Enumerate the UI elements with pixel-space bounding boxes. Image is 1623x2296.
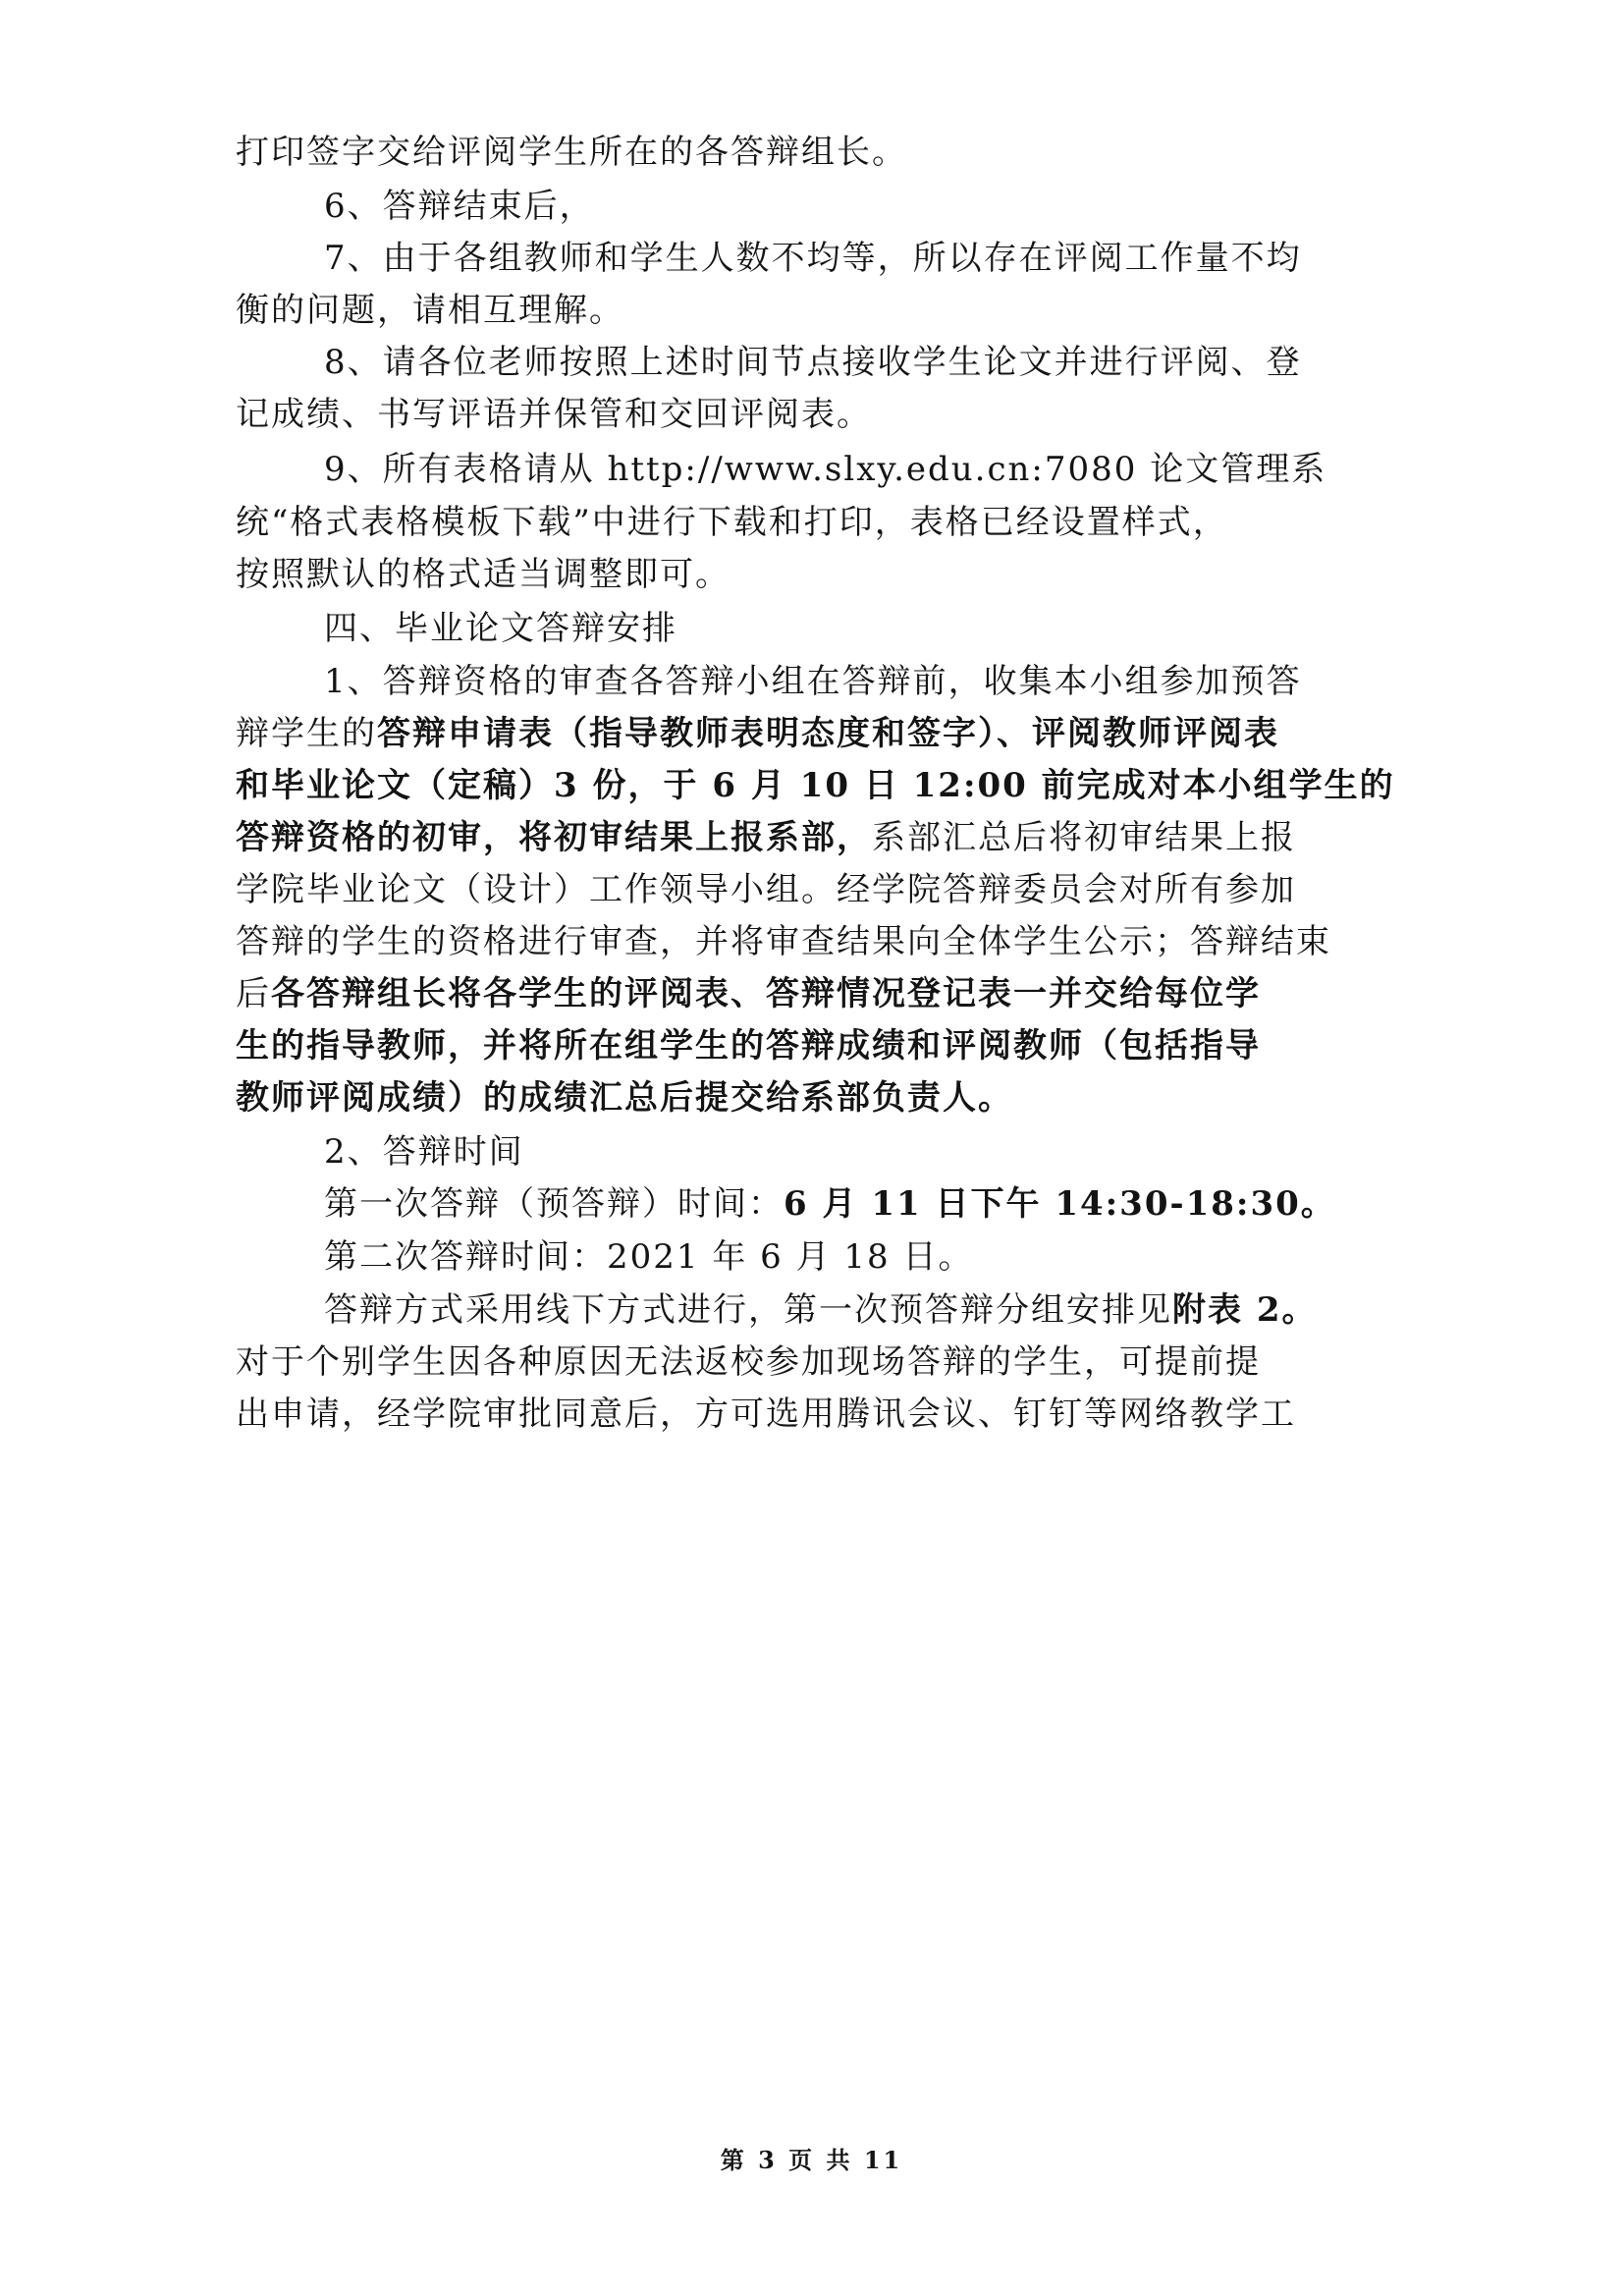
section-heading: 四、毕业论文答辩安排 — [324, 609, 677, 648]
bold-text-run: 答辩资格的初审，将初审结果上报系部， — [236, 818, 872, 857]
paragraph-line: 打印签字交给评阅学生所在的各答辩组长。 — [236, 133, 907, 172]
paragraph-line: 答辩的学生的资格进行审查，并将审查结果向全体学生公示；答辩结束 — [236, 922, 1331, 961]
text-run: 后 — [236, 974, 271, 1013]
bold-text-run: 答辩申请表（指导教师表明态度和签字）、评阅教师评阅表 — [377, 714, 1279, 753]
paragraph-line: 生的指导教师，并将所在组学生的答辩成绩和评阅教师（包括指导 — [236, 1026, 1261, 1066]
list-item-6: 6、答辩结束后， — [324, 187, 595, 226]
list-item-8: 8、请各位老师按照上述时间节点接收学生论文并进行评阅、登 — [324, 343, 1302, 382]
page-footer: 第 3 页 共 11 — [720, 2146, 903, 2174]
paragraph-line: 1、答辩资格的审查各答辩小组在答辩前，收集本小组参加预答 — [324, 662, 1302, 701]
bold-text-run: 各答辩组长将各学生的评阅表、答辩情况登记表一并交给每位学 — [271, 974, 1261, 1013]
subsection-heading: 2、答辩时间 — [324, 1132, 524, 1172]
paragraph-line — [236, 972, 1261, 1015]
text-run: 辩学生的 — [236, 714, 377, 753]
paragraph-line — [324, 1182, 1336, 1226]
paragraph-line: 出申请，经学院审批同意后，方可选用腾讯会议、钉钉等网络教学工 — [236, 1394, 1296, 1434]
paragraph-line — [236, 816, 1296, 859]
paragraph-line: 第二次答辩时间：2021 年 6 月 18 日。 — [324, 1237, 974, 1277]
paragraph-line — [324, 1288, 1318, 1332]
text-run: 系部汇总后将初审结果上报 — [872, 818, 1296, 857]
list-item-9: 9、所有表格请从 http://www.slxy.edu.cn:7080 论文管理系 — [324, 450, 1327, 489]
paragraph-line: 衡的问题，请相互理解。 — [236, 291, 624, 330]
paragraph-line: 对于个别学生因各种原因无法返校参加现场答辩的学生，可提前提 — [236, 1342, 1261, 1382]
paragraph-line: 统“格式表格模板下载”中进行下载和打印，表格已经设置样式， — [236, 503, 1228, 542]
paragraph-line: 和毕业论文（定稿）3 份，于 6 月 10 日 12:00 前完成对本小组学生的 — [236, 766, 1395, 805]
paragraph-line: 记成绩、书写评语并保管和交回评阅表。 — [236, 395, 872, 434]
bold-text-run: 6 月 11 日下午 14:30-18:30。 — [784, 1184, 1336, 1224]
bold-text-run: 附表 2。 — [1172, 1290, 1318, 1330]
paragraph-line: 按照默认的格式适当调整即可。 — [236, 555, 730, 594]
paragraph-line: 教师评阅成绩）的成绩汇总后提交给系部负责人。 — [236, 1078, 1013, 1118]
text-run: 答辩方式采用线下方式进行，第一次预答辩分组安排见 — [324, 1290, 1172, 1330]
paragraph-line: 学院毕业论文（设计）工作领导小组。经学院答辩委员会对所有参加 — [236, 870, 1296, 909]
paragraph-line — [236, 712, 1279, 755]
text-run: 第一次答辩（预答辩）时间： — [324, 1184, 784, 1224]
list-item-7: 7、由于各组教师和学生人数不均等，所以存在评阅工作量不均 — [324, 239, 1302, 278]
